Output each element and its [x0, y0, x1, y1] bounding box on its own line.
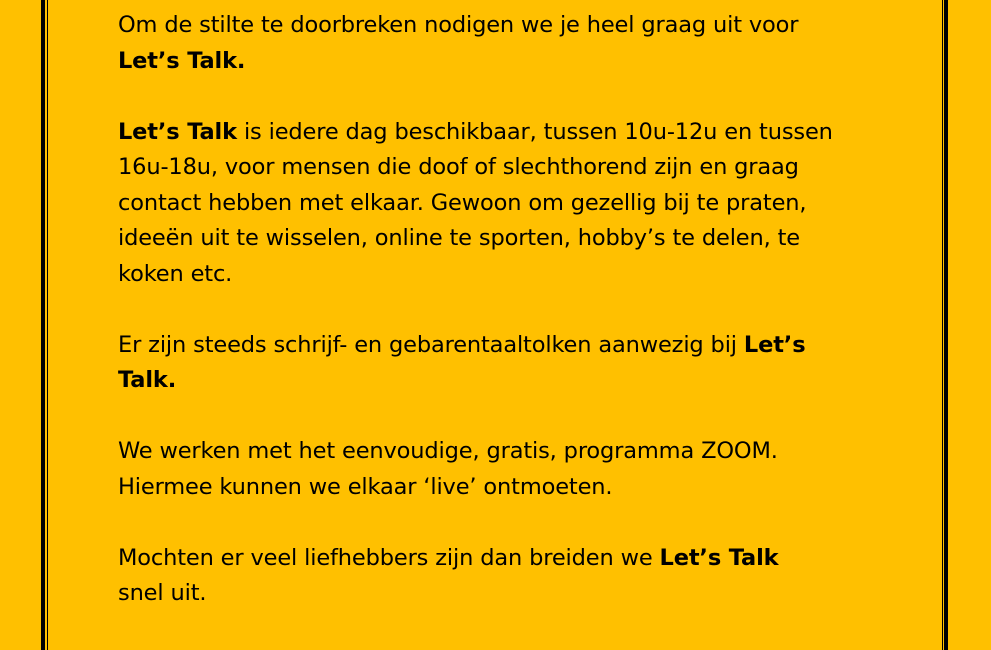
zoom-line-2: Hiermee kunnen we elkaar ‘live’ ontmoeten.: [118, 473, 613, 500]
page-border-left: [41, 0, 45, 650]
paragraph-availability: [118, 115, 878, 293]
lets-talk-title: Let’s Talk.: [118, 47, 246, 74]
zoom-line-1: We werken met het eenvoudige, gratis, programma ZOOM.: [118, 438, 778, 464]
lets-talk-name-part1: Let’s: [743, 331, 806, 358]
lets-talk-name: Let’s Talk: [659, 544, 779, 571]
lets-talk-name: Let’s Talk: [118, 118, 237, 145]
availability-line-4: ideeën uit te wisselen, online te sporten, hobby’s te delen, te: [118, 225, 800, 251]
expansion-text: Mochten er veel liefhebbers zijn dan breiden we: [118, 544, 660, 571]
page-border-right-inner: [942, 0, 943, 650]
paragraph-interpreters: [118, 328, 878, 399]
interpreters-text: Er zijn steeds schrijf- en gebarentaaltolken aanwezig bij: [118, 331, 744, 358]
paragraph-zoom: [118, 434, 878, 505]
expansion-line-2: snel uit.: [118, 580, 207, 606]
availability-line-5: koken etc.: [118, 260, 233, 287]
invitation-text: Om de stilte te doorbreken nodigen we je heel graag uit voor: [118, 12, 799, 38]
document-body: [118, 8, 878, 612]
lets-talk-name-part2: Talk.: [118, 367, 177, 393]
availability-text: is iedere dag beschikbaar, tussen 10u-12u en tussen: [236, 118, 833, 145]
paragraph-invitation: [118, 8, 878, 79]
page-border-right: [944, 0, 948, 650]
page-border-left-inner: [47, 0, 48, 650]
availability-line-3: contact hebben met elkaar. Gewoon om gezellig bij te praten,: [118, 189, 807, 216]
availability-line-2: 16u-18u, voor mensen die doof of slechthorend zijn en graag: [118, 154, 799, 180]
paragraph-expansion: [118, 541, 878, 612]
